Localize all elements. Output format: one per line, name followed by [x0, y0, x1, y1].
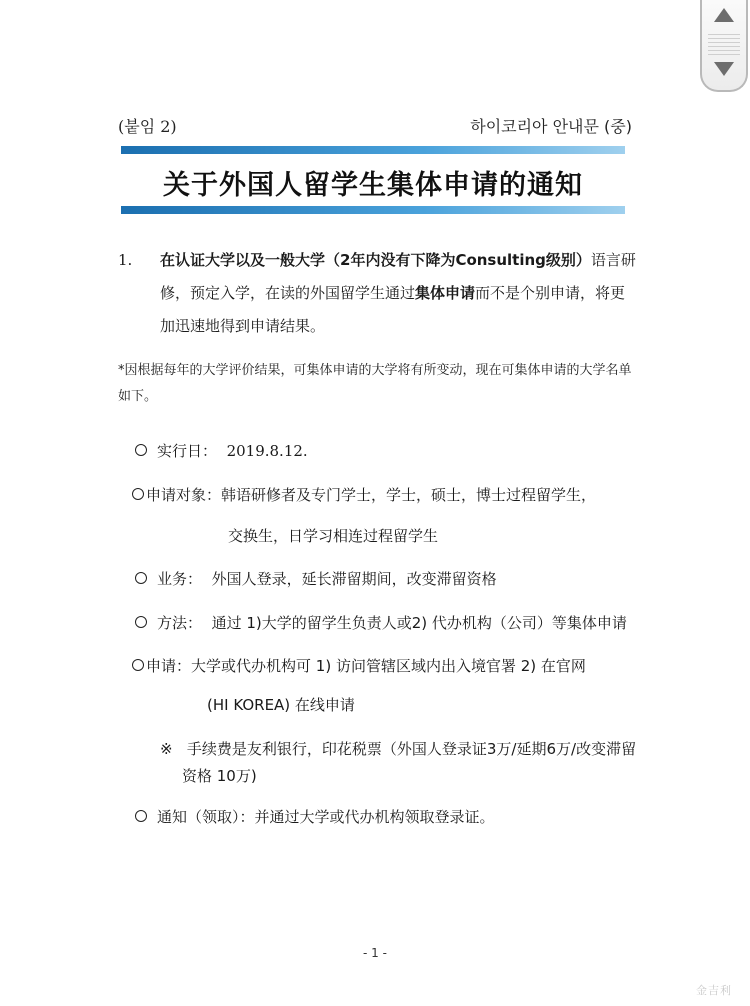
notice-label-text: 通知（领取）：: [157, 808, 255, 826]
scroll-down-button[interactable]: [702, 56, 746, 82]
section-1-lead: 在认证大学以及一般大学（2年内没有下降为Consulting级别）: [160, 251, 591, 269]
item-notice: [135, 806, 495, 827]
fee-line-2: 资格 10万): [182, 767, 257, 785]
method-value: 通过 1)大学的留学生负责人或2) 代办机构（公司）等集体申请: [211, 614, 627, 632]
item-apply: [132, 655, 586, 676]
scroll-grip[interactable]: [708, 34, 740, 56]
title-band: [121, 146, 625, 214]
apply-line-1: 大学或代办机构可 1) 访问管辖区域内出入境官署 2) 在官网: [191, 657, 586, 675]
target-line-2: 交换生，日学习相连过程留学生: [228, 527, 439, 545]
circle-bullet-icon: [132, 659, 144, 671]
section-number: 1.: [118, 251, 133, 269]
scrollbar[interactable]: [700, 0, 748, 92]
fee-line-1: 手续费是友利银行，印花税票（外国人登录证3万/延期6万/改变滞留: [186, 740, 637, 758]
item-target: [132, 484, 596, 505]
page-number: - 1 -: [363, 946, 387, 960]
method-label: 方法：: [157, 614, 203, 632]
section-1-text-a: 语言研修，预定入学，在读的外国留学生通过: [160, 251, 636, 302]
watermark: 金吉利: [696, 984, 732, 997]
circle-bullet-icon: [135, 444, 147, 456]
section-1-body: [160, 244, 638, 343]
page-title: 关于外国人留学生集体申请的通知: [163, 170, 583, 201]
circle-bullet-icon: [132, 488, 144, 500]
item-date: [135, 440, 308, 461]
business-value: 外国人登录，延长滞留期间，改变滞留资格: [211, 570, 497, 588]
date-label: 实行日：: [157, 442, 218, 460]
triangle-down-icon: [714, 62, 734, 76]
triangle-up-icon: [714, 8, 734, 22]
item-business: [135, 568, 497, 589]
notice-label: 하이코리아 안내문 (중): [470, 117, 632, 136]
title-band-top-line: [121, 146, 625, 154]
target-label: 申请对象：: [146, 486, 222, 504]
section-1: [118, 244, 638, 343]
title-band-bottom-line: [121, 206, 625, 214]
section-1-text-b: 而不是个别申请，将更加迅速地得到申请结果。: [160, 284, 626, 335]
date-value: 2019.8.12.: [226, 442, 308, 460]
scroll-up-button[interactable]: [702, 2, 746, 28]
note-text: *因根据每年的大学评价结果，可集体申请的大学将有所变动，现在可集体申请的大学名单如下。: [118, 363, 632, 404]
item-fee: [160, 738, 636, 759]
section-1-bold-mid: 集体申请: [415, 284, 476, 302]
notice-value: 并通过大学或代办机构领取登录证。: [254, 808, 495, 826]
reference-mark: ※: [160, 740, 173, 758]
circle-bullet-icon: [135, 572, 147, 584]
business-label: 业务：: [157, 570, 203, 588]
target-line-1: 韩语研修者及专门学士，学士，硕士，博士过程留学生，: [221, 486, 597, 504]
circle-bullet-icon: [135, 810, 147, 822]
apply-line-2: (HI KOREA) 在线申请: [207, 696, 355, 714]
item-method: [135, 612, 627, 633]
attachment-label: (붙임 2): [118, 117, 177, 136]
apply-label: 申请：: [146, 657, 192, 675]
circle-bullet-icon: [135, 616, 147, 628]
